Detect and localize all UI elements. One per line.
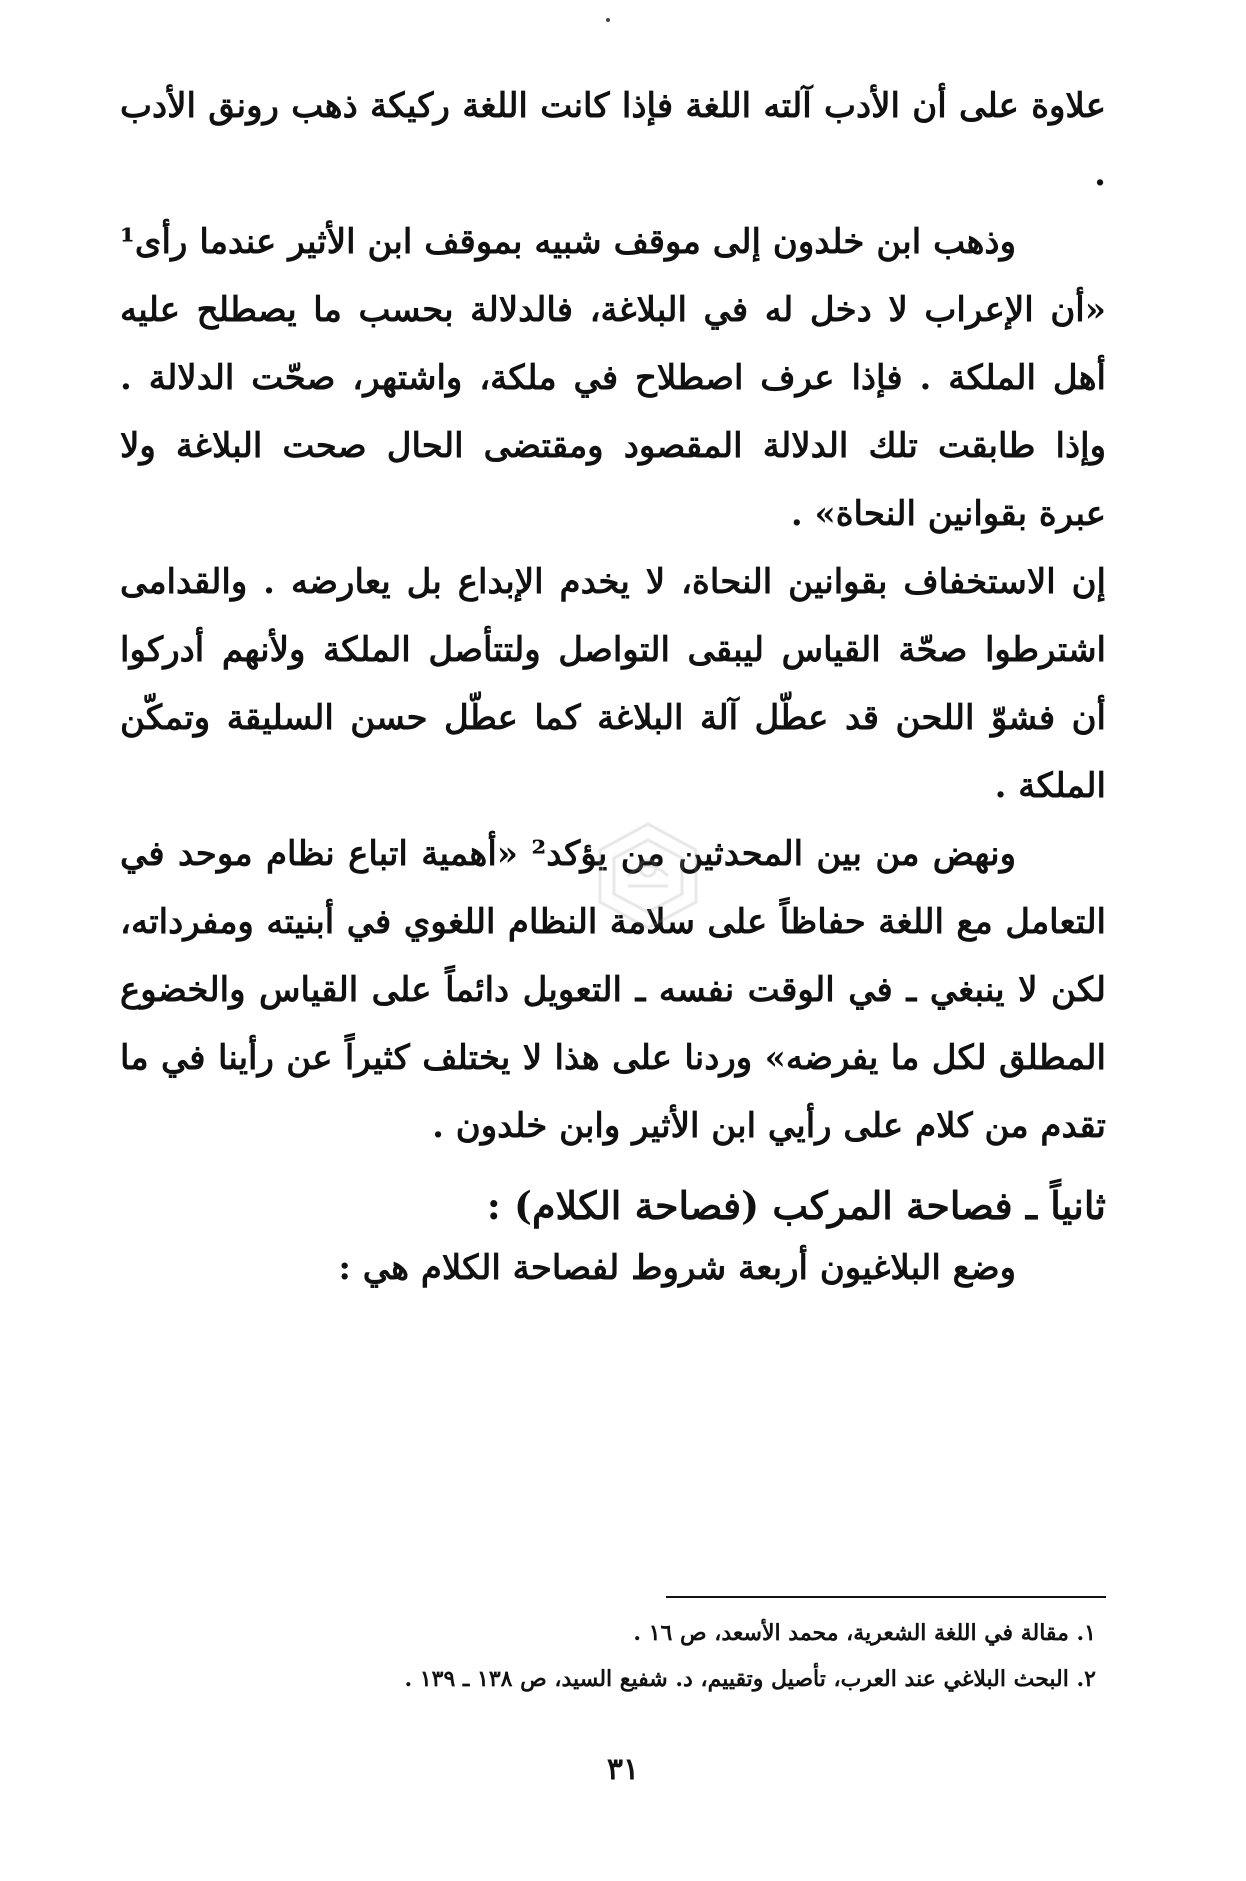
paragraph-2: وذهب ابن خلدون إلى موقف شبيه بموقف ابن الأثير عندما رأى¹ «أن الإعراب لا دخل له في البلاغة، فالدلالة بحسب ما يصطلح عليه أهل الملكة . فإذا عرف اصطلاح في ملكة، واشتهر، صحّت الدلالة . وإذا طابقت تلك الدلالة المقصود ومقتضى الحال صحت البلاغة ولا عبرة بقوانين النحاة» . [120,222,1106,534]
paragraph-3: إن الاستخفاف بقوانين النحاة، لا يخدم الإبداع بل يعارضه . والقدامى اشترطوا صحّة القياس ليبقى التواصل ولتتأصل الملكة ولأنهم أدركوا أن فشوّ اللحن قد عطّل آلة البلاغة كما عطّل حسن السليقة وتمكّن الملكة . [120,562,1106,806]
page-number: ٣١ [606,1752,640,1787]
footnotes [116,1610,1096,1702]
library-seal-icon [588,816,708,936]
footnote-divider [666,1596,1106,1598]
section-heading: ثانياً ـ فصاحة المركب (فصاحة الكلام) : [486,1183,1106,1228]
scan-speck [606,18,610,22]
section-intro: وضع البلاغيون أربعة شروط لفصاحة الكلام هي : [338,1248,1016,1288]
paragraph-1: علاوة على أن الأدب آلته اللغة فإذا كانت اللغة ركيكة ذهب رونق الأدب . [120,86,1106,194]
footnote-1: ١. مقالة في اللغة الشعرية، محمد الأسعد، ص ١٦ . [633,1620,1096,1646]
main-text [120,72,1106,1160]
footnote-2: ٢. البحث البلاغي عند العرب، تأصيل وتقييم، د. شفيع السيد، ص ١٣٨ ـ ١٣٩ . [404,1666,1096,1692]
paragraph-4: ونهض من بين المحدثين من يؤكد² «أهمية اتباع نظام موحد في التعامل مع اللغة حفاظاً على سلامة النظام اللغوي في أبنيته ومفرداته، لكن لا ينبغي ـ في الوقت نفسه ـ التعويل دائماً على القياس والخضوع المطلق لكل ما يفرضه» وردنا على هذا لا يختلف كثيراً عن رأينا في ما تقدم من كلام على رأيي ابن الأثير وابن خلدون . [120,834,1106,1146]
